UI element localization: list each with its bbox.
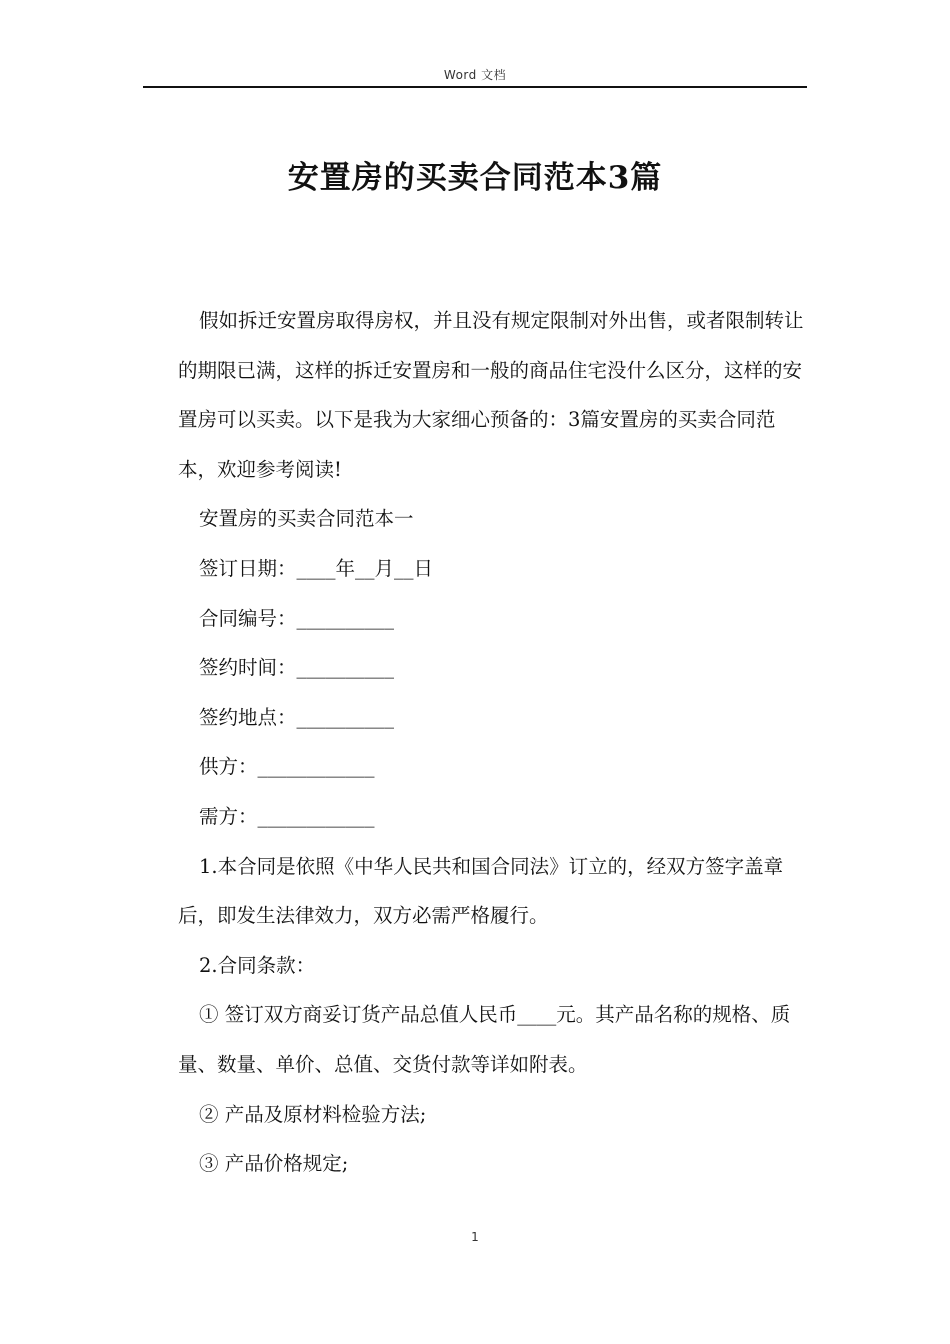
paragraph-contract-number: 合同编号：__________ — [199, 606, 395, 630]
paragraph-buyer: 需方：____________ — [199, 804, 375, 828]
paragraph-item-1: ① 签订双方商妥订货产品总值人民币____元。其产品名称的规格、质量、数量、单价、总值、交货付款等详如附表。 — [178, 1003, 791, 1076]
paragraph-clause-2: 2.合同条款： — [199, 953, 316, 977]
paragraph-item-2: ② 产品及原材料检验方法; — [199, 1102, 427, 1126]
paragraph-supplier: 供方：____________ — [199, 755, 375, 779]
paragraph-intro: 假如拆迁安置房取得房权，并且没有规定限制对外出售，或者限制转让的期限已满，这样的拆迁安置房和一般的商品住宅没什么区分，这样的安置房可以买卖。以下是我为大家细心预备的：3篇安置房的买卖合同范本，欢迎参考阅读! — [178, 309, 804, 481]
paragraph-sign-date: 签订日期：____年__月__日 — [199, 556, 434, 580]
paragraph-section-heading: 安置房的买卖合同范本一 — [199, 507, 414, 531]
document-body — [178, 296, 808, 1189]
page-number: 1 — [471, 1230, 479, 1244]
document-title: 安置房的买卖合同范本3篇 — [287, 160, 663, 196]
header-label: Word 文档 — [443, 68, 507, 82]
paragraph-item-3: ③ 产品价格规定; — [199, 1152, 349, 1176]
paragraph-sign-time: 签约时间：__________ — [199, 656, 395, 680]
header-divider — [143, 86, 807, 88]
paragraph-sign-place: 签约地点：__________ — [199, 705, 395, 729]
paragraph-clause-1: 1.本合同是依照《中华人民共和国合同法》订立的，经双方签字盖章后，即发生法律效力，双方必需严格履行。 — [178, 854, 784, 928]
